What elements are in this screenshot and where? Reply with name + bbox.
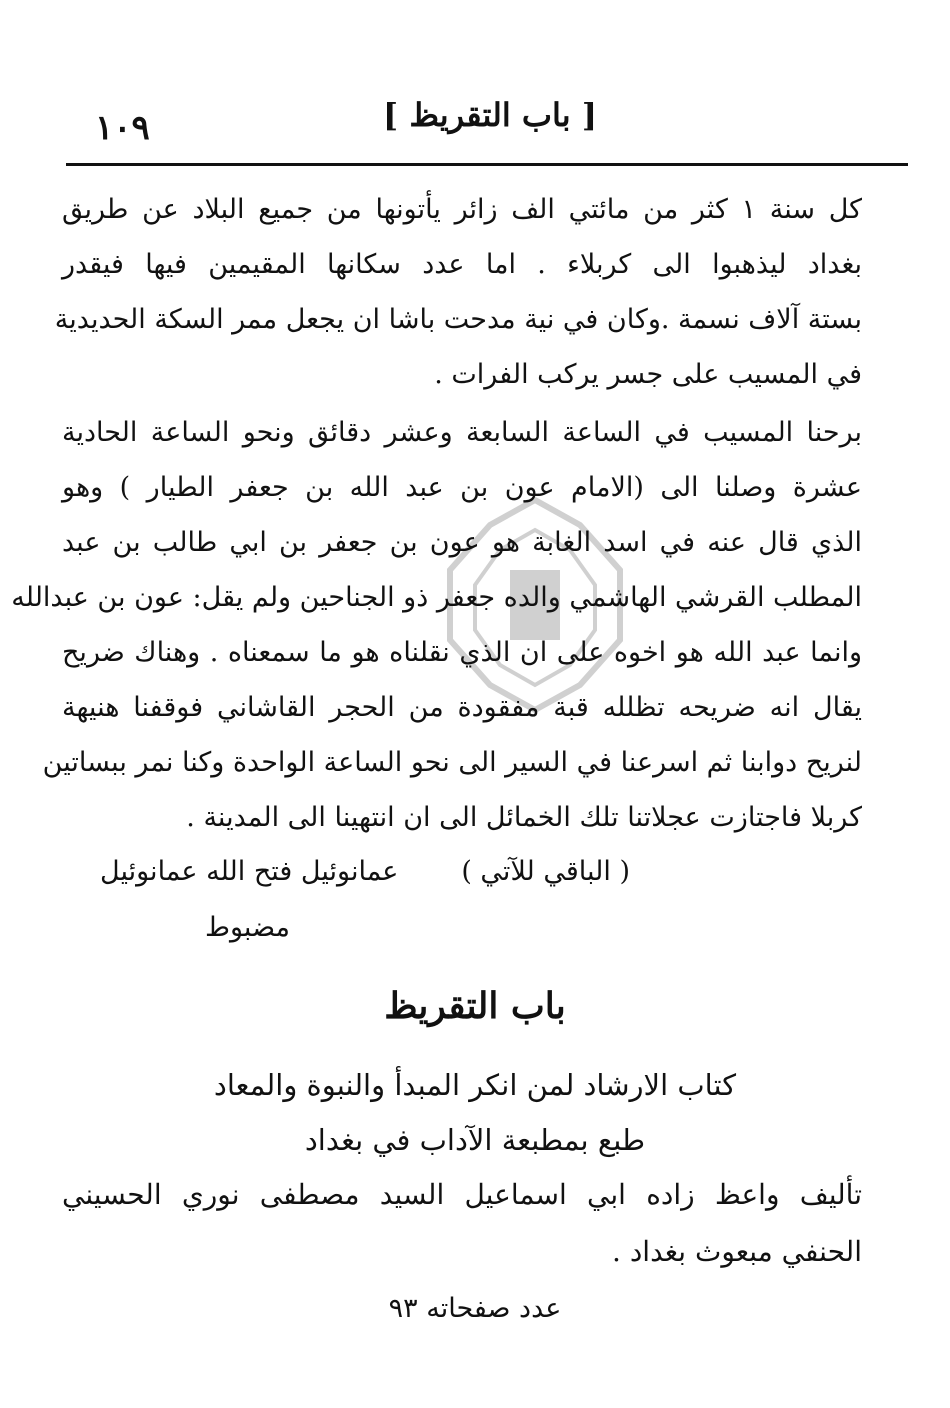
body-line: في المسيب على جسر يركب الفرات . bbox=[434, 359, 862, 390]
page-number: ١٠٩ bbox=[95, 108, 150, 148]
header-rule bbox=[66, 163, 908, 166]
body-line: لنريح دوابنا ثم اسرعنا في السير الى نحو الساعة الواحدة وكنا نمر ببساتين bbox=[42, 747, 862, 778]
author-line: تأليف واعظ زاده ابي اسماعيل السيد مصطفى نوري الحسيني bbox=[62, 1178, 862, 1211]
body-line: الذي قال عنه في اسد الغابة هو عون بن جعفر بن ابي طالب بن عبد bbox=[62, 527, 862, 558]
book-title: كتاب الارشاد لمن انكر المبدأ والنبوة والمعاد bbox=[213, 1068, 737, 1102]
section-title: باب التقريظ bbox=[384, 985, 566, 1027]
body-line: عشرة وصلنا الى (الامام عون بن عبد الله بن جعفر الطيار ) وهو bbox=[62, 472, 862, 503]
body-line: بستة آلاف نسمة .وكان في نية مدحت باشا ان يجعل ممر السكة الحديدية bbox=[54, 304, 862, 335]
body-line: يقال انه ضريحه تظلله قبة مفقودة من الحجر القاشاني فوقفنا هنيهة bbox=[62, 692, 862, 723]
author-line: الحنفي مبعوث بغداد . bbox=[612, 1235, 862, 1268]
continued-note: ( الباقي للآتي ) bbox=[461, 856, 630, 887]
signature-note: مضبوط bbox=[205, 912, 290, 943]
body-line: بغداد ليذهبوا الى كربلاء . اما عدد سكانها المقيمين فيها فيقدر bbox=[62, 249, 862, 280]
author-signature: عمانوئيل فتح الله عمانوئيل bbox=[100, 856, 399, 887]
print-info: طبع بمطبعة الآداب في بغداد bbox=[304, 1123, 646, 1157]
body-line: كربلا فاجتازت عجلاتنا تلك الخمائل الى ان انتهينا الى المدينة . bbox=[186, 802, 862, 833]
running-header: [ باب التقريظ ] bbox=[383, 96, 597, 134]
body-line: برحنا المسيب في الساعة السابعة وعشر دقائق ونحو الساعة الحادية bbox=[62, 417, 862, 448]
body-line: المطلب القرشي الهاشمي والده جعفر ذو الجناحين ولم يقل: عون بن عبدالله bbox=[11, 582, 862, 613]
body-line: وانما عبد الله هو اخوه على ان الذي نقلناه هو ما سمعناه . وهناك ضريح bbox=[62, 637, 862, 668]
body-line: كل سنة ١ كثر من مائتي الف زائر يأتونها من جميع البلاد عن طريق bbox=[62, 194, 862, 225]
page-count: عدد صفحاته ٩٣ bbox=[388, 1293, 562, 1324]
